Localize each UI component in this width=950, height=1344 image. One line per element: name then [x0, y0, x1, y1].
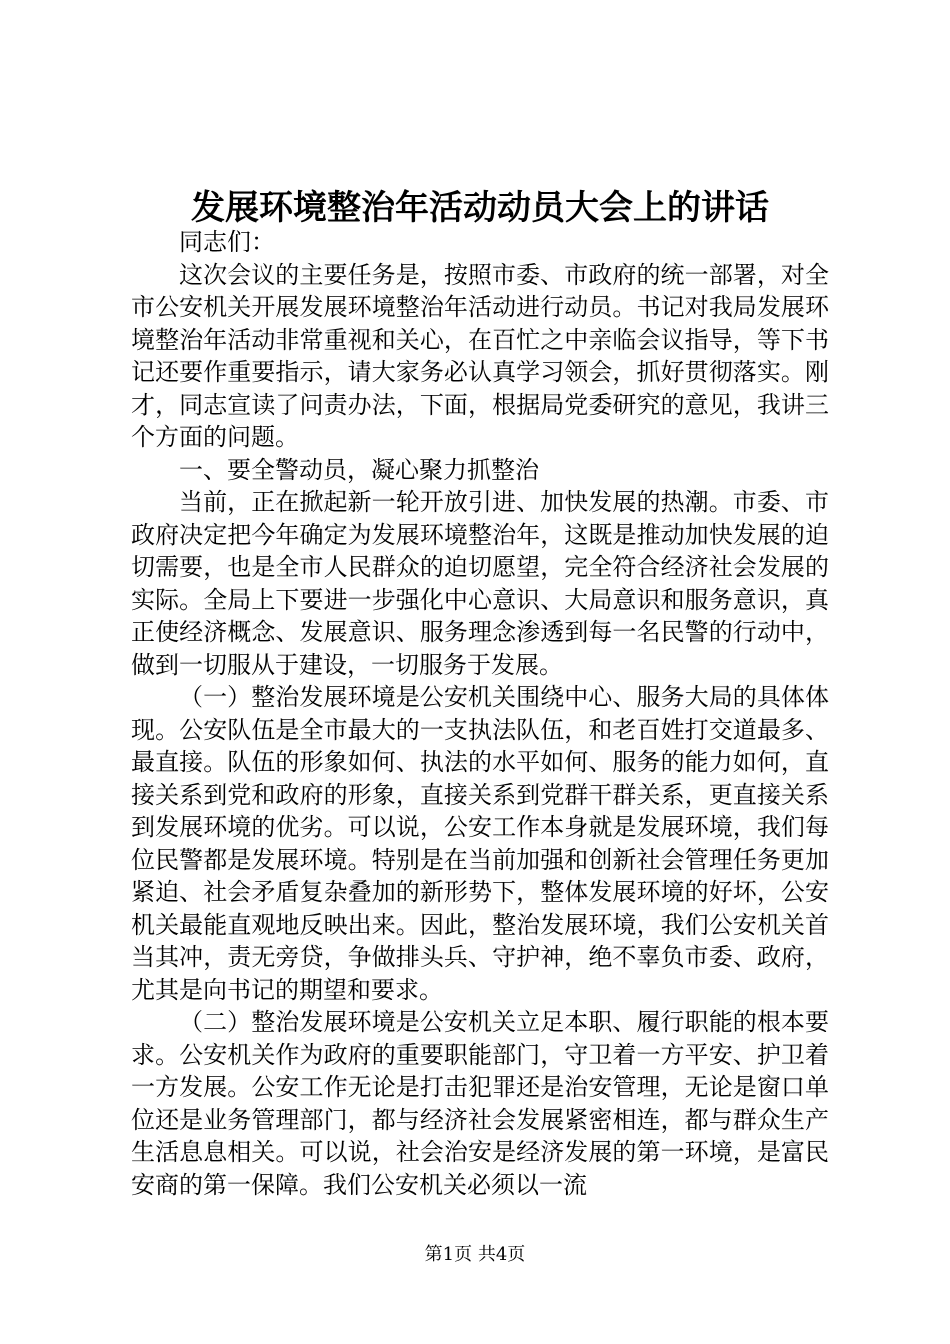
document-title: 发展环境整治年活动动员大会上的讲话	[191, 188, 769, 228]
body-paragraph: 当前，正在掀起新一轮开放引进、加快发展的热潮。市委、市政府决定把今年确定为发展环境整治年，这既是推动加快发展的迫切需要，也是全市人民群众的迫切愿望，完全符合经济社会发展的实际。全局上下要进一步强化中心意识、大局意识和服务意识，真正使经济概念、发展意识、服务理念渗透到每一名民警的行动中，做到一切服从于建设，一切服务于发展。	[131, 488, 829, 679]
section-heading-1: 一、要全警动员，凝心聚力抓整治	[179, 455, 539, 484]
intro-paragraph: 这次会议的主要任务是，按照市委、市政府的统一部署，对全市公安机关开展发展环境整治年活动进行动员。书记对我局发展环境整治年活动非常重视和关心，在百忙之中亲临会议指导，等下书记还要作重要指示，请大家务必认真学习领会，抓好贯彻落实。刚才，同志宣读了问责办法，下面，根据局党委研究的意见，我讲三个方面的问题。	[131, 260, 829, 451]
document-body	[131, 226, 829, 1201]
body-paragraph: （一）整治发展环境是公安机关围绕中心、服务大局的具体体现。公安队伍是全市最大的一支执法队伍，和老百姓打交道最多、最直接。队伍的形象如何、执法的水平如何、服务的能力如何，直接关系到党和政府的形象，直接关系到党群干群关系，更直接关系到发展环境的优劣。可以说，公安工作本身就是发展环境，我们每位民警都是发展环境。特别是在当前加强和创新社会管理任务更加紧迫、社会矛盾复杂叠加的新形势下，整体发展环境的好坏，公安机关最能直观地反映出来。因此，整治发展环境，我们公安机关首当其冲，责无旁贷，争做排头兵、守护神，绝不辜负市委、政府，尤其是向书记的期望和要求。	[131, 683, 829, 1004]
salutation-paragraph: 同志们：	[179, 228, 275, 256]
page-footer: 第1页 共4页	[424, 1244, 526, 1265]
body-paragraph: （二）整治发展环境是公安机关立足本职、履行职能的根本要求。公安机关作为政府的重要职能部门，守卫着一方平安、护卫着一方发展。公安工作无论是打击犯罪还是治安管理，无论是窗口单位还是业务管理部门，都与经济社会发展紧密相连，都与群众生产生活息息相关。可以说，社会治安是经济发展的第一环境，是富民安商的第一保障。我们公安机关必须以一流	[131, 1008, 829, 1199]
